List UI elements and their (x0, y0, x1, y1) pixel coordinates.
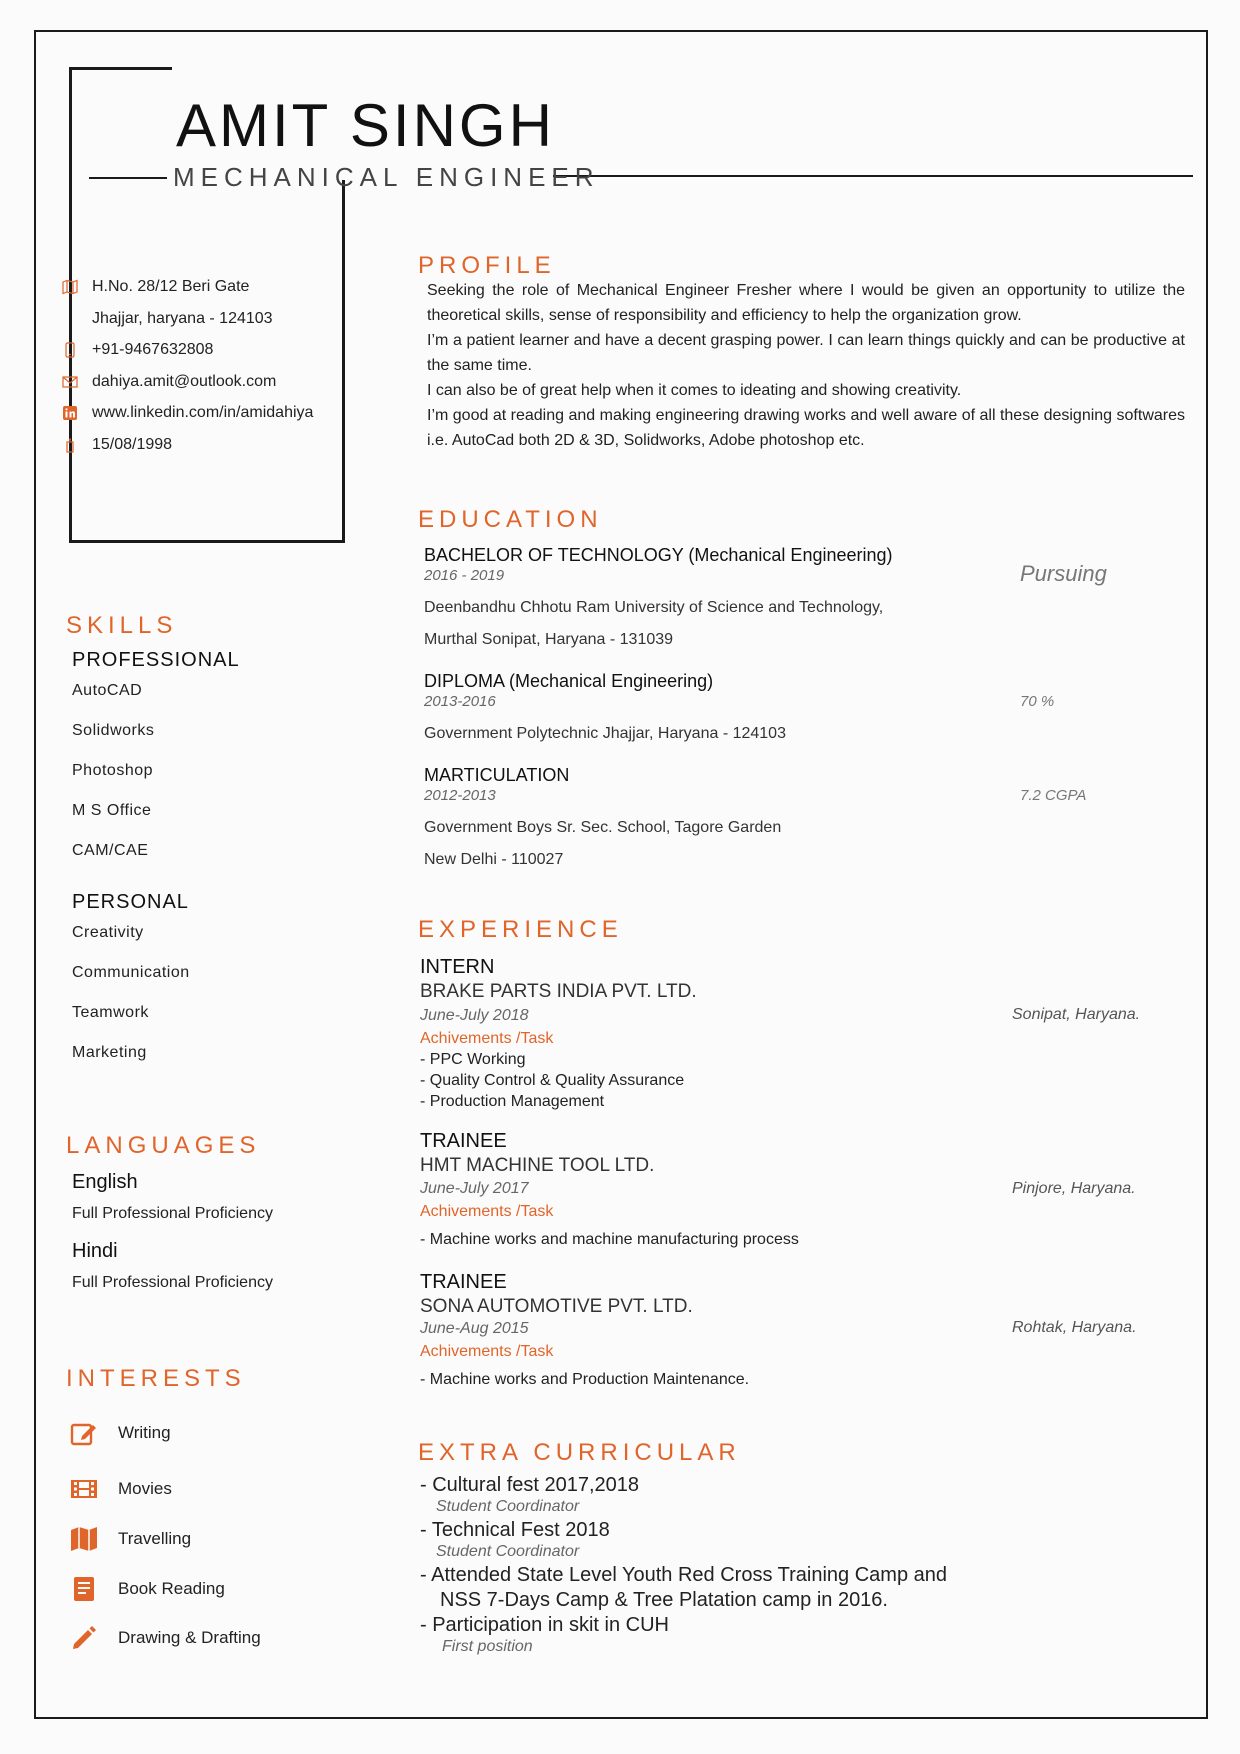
address-line-2: Jhajjar, haryana - 124103 (92, 310, 273, 327)
experience-task: - Production Management (420, 1093, 605, 1110)
experience-role: TRAINEE (420, 1130, 507, 1152)
contact-dob (62, 436, 172, 454)
profile-paragraph: I can also be of great help when it comes to ideating and showing creativity. (427, 382, 962, 399)
skill-item: Creativity (72, 924, 144, 941)
phone-number[interactable]: +91-9467632808 (92, 341, 214, 358)
profile-text (427, 278, 1185, 453)
interest-label: Book Reading (118, 1579, 225, 1598)
interest-item (68, 1418, 171, 1448)
skill-item: Solidworks (72, 722, 155, 739)
skill-item: M S Office (72, 802, 152, 819)
extra-item: - Technical Fest 2018 (420, 1519, 610, 1541)
education-institution: Deenbandhu Chhotu Ram University of Science and Technology, (424, 599, 884, 616)
extra-item-continued: NSS 7-Days Camp & Tree Platation camp in 2016. (440, 1589, 888, 1611)
education-years: 2016 - 2019 (424, 567, 505, 584)
interest-item (68, 1474, 172, 1504)
language-name: English (72, 1171, 138, 1193)
address-line-1: H.No. 28/12 Beri Gate (92, 278, 250, 295)
experience-task: - PPC Working (420, 1051, 526, 1068)
education-result: Pursuing (1020, 561, 1107, 586)
title-rule-left (89, 177, 167, 179)
education-result: 7.2 CGPA (1020, 787, 1087, 804)
interest-label: Writing (118, 1423, 171, 1442)
education-heading: EDUCATION (418, 506, 603, 533)
phone-icon (62, 341, 78, 359)
skill-item: Teamwork (72, 1004, 149, 1021)
edit-icon (68, 1418, 100, 1448)
skill-item: AutoCAD (72, 682, 143, 699)
experience-achievements-label: Achivements /Task (420, 1030, 554, 1047)
linkedin-url[interactable]: www.linkedin.com/in/amidahiya (92, 404, 314, 421)
experience-dates: June-Aug 2015 (420, 1320, 529, 1337)
experience-task: - Machine works and Production Maintenance. (420, 1371, 750, 1388)
email-address[interactable]: dahiya.amit@outlook.com (92, 373, 277, 390)
extra-item: - Participation in skit in CUH (420, 1614, 669, 1636)
extra-curricular-heading: EXTRA CURRICULAR (418, 1439, 741, 1466)
date-of-birth: 15/08/1998 (92, 436, 173, 453)
experience-dates: June-July 2018 (420, 1007, 529, 1024)
contact-address-2 (62, 310, 273, 328)
skills-personal-heading: PERSONAL (72, 891, 189, 913)
candidate-title: MECHANICAL ENGINEER (173, 162, 600, 192)
extra-item: - Attended State Level Youth Red Cross Training Camp and (420, 1564, 948, 1586)
mail-icon (62, 373, 78, 391)
profile-paragraph: I’m a patient learner and have a decent grasping power. I can learn things quickly and can be productive at the same time. (427, 332, 1185, 374)
extra-item-role: Student Coordinator (436, 1543, 580, 1560)
education-institution: Government Polytechnic Jhajjar, Haryana - 124103 (424, 725, 786, 742)
extra-item-role: Student Coordinator (436, 1498, 580, 1515)
skills-professional-heading: PROFESSIONAL (72, 649, 240, 671)
film-icon (68, 1474, 100, 1504)
extra-item-role: First position (442, 1638, 533, 1655)
education-institution: New Delhi - 110027 (424, 851, 564, 868)
education-degree: BACHELOR OF TECHNOLOGY (Mechanical Engineering) (424, 545, 893, 565)
extra-item: - Cultural fest 2017,2018 (420, 1474, 640, 1496)
pencil-icon (68, 1623, 100, 1653)
interests-heading: INTERESTS (66, 1365, 246, 1392)
profile-paragraph: Seeking the role of Mechanical Engineer Fresher where I would be given an opportunity to utilize the theoretical skills, sense of responsibility and efficiency to help the organization grow. (427, 282, 1185, 324)
languages-heading: LANGUAGES (66, 1132, 261, 1159)
language-level: Full Professional Proficiency (72, 1274, 273, 1291)
education-result: 70 % (1020, 693, 1055, 710)
education-degree: MARTICULATION (424, 765, 570, 785)
experience-achievements-label: Achivements /Task (420, 1203, 554, 1220)
experience-dates: June-July 2017 (420, 1180, 529, 1197)
skill-item: Communication (72, 964, 190, 981)
profile-heading: PROFILE (418, 252, 556, 279)
book-icon (68, 1574, 100, 1604)
title-rule-right (553, 175, 1193, 177)
contact-linkedin (62, 404, 313, 422)
experience-role: TRAINEE (420, 1271, 507, 1293)
interest-label: Movies (118, 1479, 172, 1498)
candidate-name: AMIT SINGH (176, 92, 555, 159)
language-level: Full Professional Proficiency (72, 1205, 273, 1222)
experience-location: Rohtak, Haryana. (1012, 1319, 1137, 1336)
education-degree: DIPLOMA (Mechanical Engineering) (424, 671, 714, 691)
experience-company: HMT MACHINE TOOL LTD. (420, 1155, 655, 1176)
profile-paragraph: I’m good at reading and making engineering drawing works and well aware of all these designing softwares i.e. AutoCad both 2D & 3D, Solidworks, Adobe photoshop etc. (427, 407, 1185, 449)
candle-icon (62, 436, 78, 454)
experience-heading: EXPERIENCE (418, 916, 623, 943)
experience-task: - Machine works and machine manufacturing process (420, 1231, 799, 1248)
interest-label: Drawing & Drafting (118, 1628, 261, 1647)
skill-item: Photoshop (72, 762, 154, 779)
education-institution: Murthal Sonipat, Haryana - 131039 (424, 631, 674, 648)
experience-task: - Quality Control & Quality Assurance (420, 1072, 685, 1089)
contact-email (62, 373, 276, 391)
education-years: 2013-2016 (424, 693, 496, 710)
interest-item (68, 1524, 191, 1554)
map-icon (68, 1524, 100, 1554)
education-institution: Government Boys Sr. Sec. School, Tagore Garden (424, 819, 782, 836)
interest-label: Travelling (118, 1529, 192, 1548)
skills-heading: SKILLS (66, 612, 178, 639)
interest-item (68, 1623, 261, 1653)
experience-achievements-label: Achivements /Task (420, 1343, 554, 1360)
contact-phone (62, 341, 213, 359)
skill-item: CAM/CAE (72, 842, 149, 859)
experience-location: Sonipat, Haryana. (1012, 1006, 1141, 1023)
map-icon (62, 278, 78, 296)
education-years: 2012-2013 (424, 787, 496, 804)
experience-company: BRAKE PARTS INDIA PVT. LTD. (420, 981, 697, 1002)
contact-address (62, 278, 249, 296)
interest-item (68, 1574, 225, 1604)
experience-location: Pinjore, Haryana. (1012, 1180, 1136, 1197)
language-name: Hindi (72, 1240, 118, 1262)
experience-role: INTERN (420, 956, 495, 978)
experience-company: SONA AUTOMOTIVE PVT. LTD. (420, 1296, 693, 1317)
skill-item: Marketing (72, 1044, 147, 1061)
linkedin-icon (62, 404, 78, 422)
